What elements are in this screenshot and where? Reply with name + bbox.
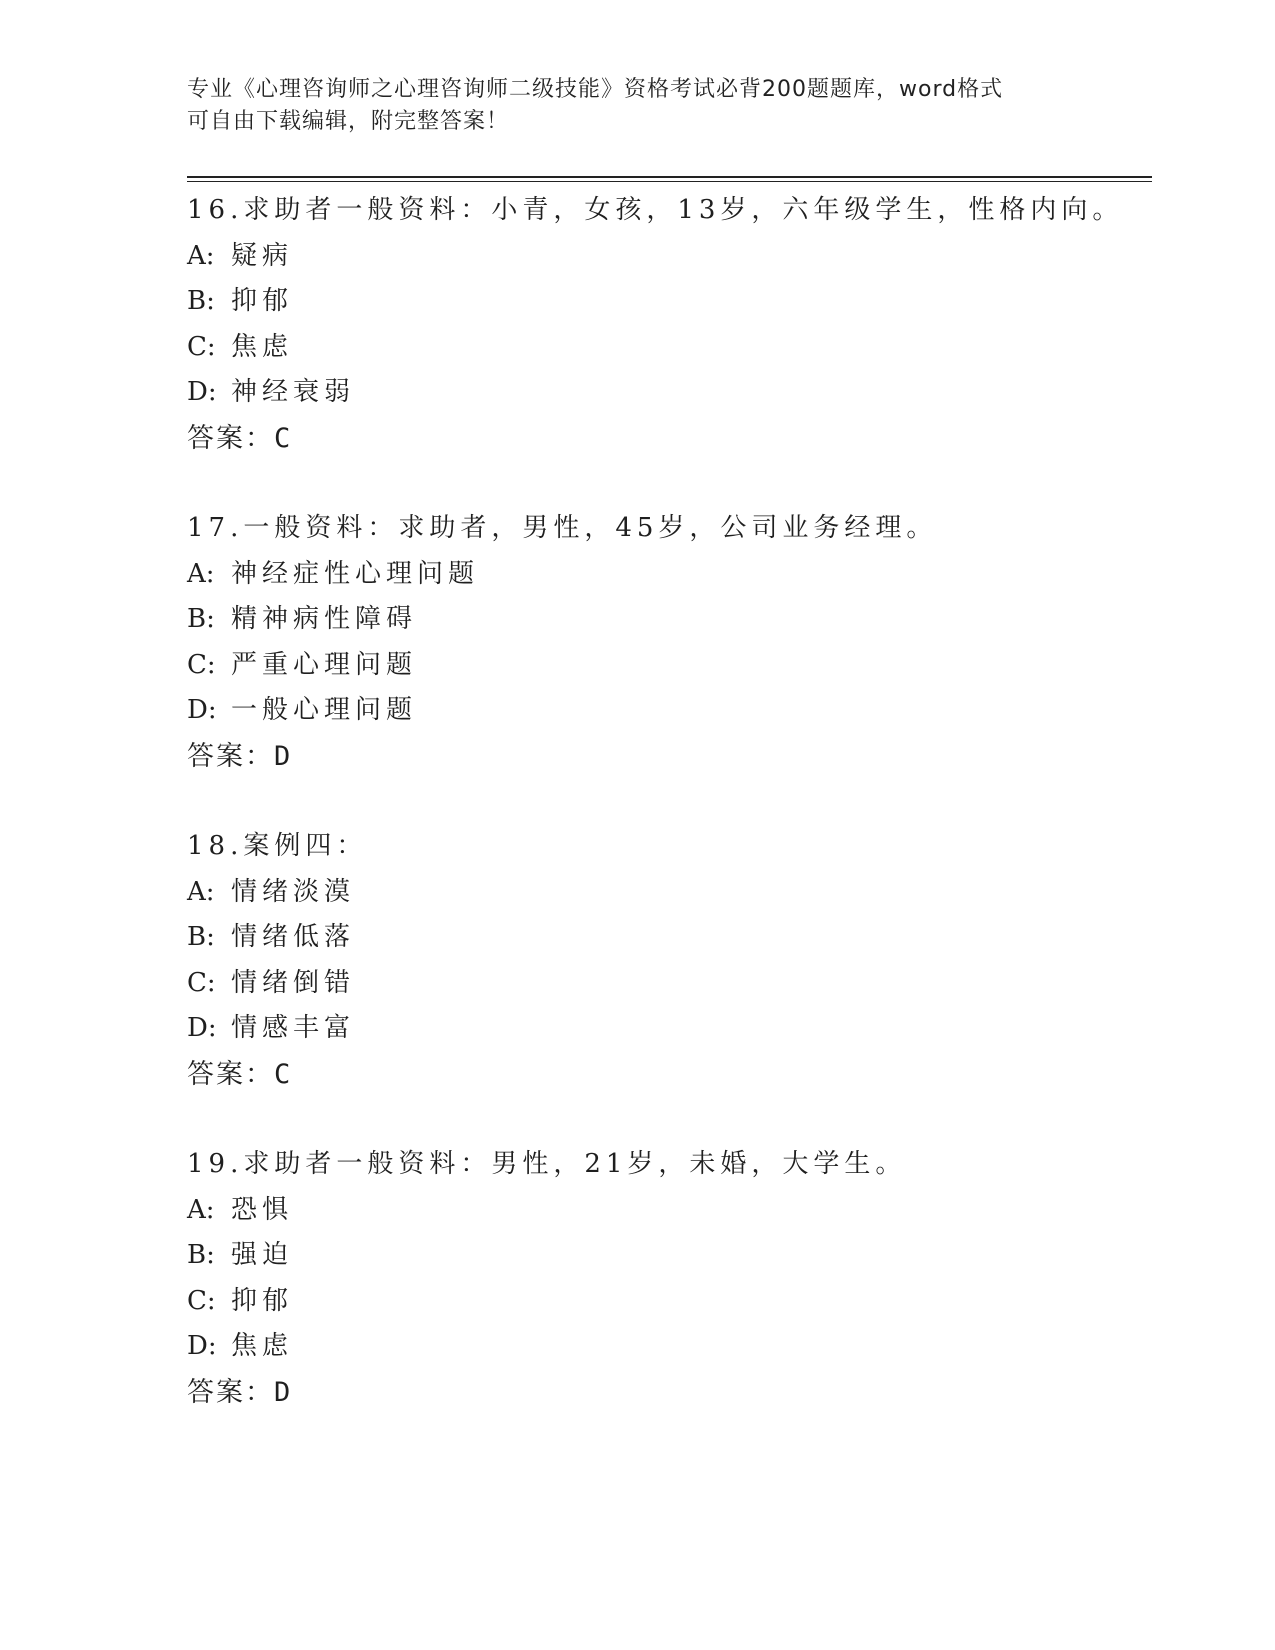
option-a bbox=[187, 552, 1147, 598]
option-key: C: bbox=[187, 967, 216, 998]
question-stem: 19.求助者一般资料：男性，21岁，未婚，大学生。 bbox=[187, 1149, 907, 1179]
option-key: B: bbox=[187, 922, 215, 952]
option-text: 情绪淡漠 bbox=[231, 876, 356, 907]
answer-line bbox=[187, 734, 1147, 780]
option-text: 抑郁 bbox=[231, 1285, 294, 1316]
option-d bbox=[187, 1006, 1147, 1052]
question-stem: 16.求助者一般资料：小青，女孩，13岁，六年级学生，性格内向。 bbox=[187, 195, 1124, 225]
option-d bbox=[187, 688, 1147, 734]
answer-label: 答案： bbox=[187, 740, 274, 772]
question-17 bbox=[187, 506, 1147, 824]
answer-value: D bbox=[274, 1376, 291, 1408]
option-text: 情绪低落 bbox=[231, 922, 356, 952]
question-list bbox=[187, 188, 1147, 1460]
question-16 bbox=[187, 188, 1147, 506]
option-text: 恐惧 bbox=[231, 1194, 294, 1225]
answer-value: D bbox=[274, 740, 291, 772]
option-key: B: bbox=[187, 1240, 215, 1270]
option-a bbox=[187, 870, 1147, 916]
option-a bbox=[187, 234, 1147, 280]
option-key: D: bbox=[187, 1013, 217, 1043]
question-18 bbox=[187, 824, 1147, 1142]
option-text: 神经衰弱 bbox=[231, 377, 356, 407]
answer-label: 答案： bbox=[187, 422, 274, 454]
option-c bbox=[187, 961, 1147, 1007]
header-divider-thin bbox=[187, 181, 1152, 182]
option-key: D: bbox=[187, 377, 217, 407]
header-divider-thick bbox=[187, 176, 1152, 178]
option-text: 焦虑 bbox=[231, 1331, 294, 1361]
question-stem: 18.案例四： bbox=[187, 831, 368, 861]
option-c bbox=[187, 325, 1147, 371]
option-key: B: bbox=[187, 286, 215, 316]
option-text: 疑病 bbox=[231, 240, 294, 271]
option-key: A: bbox=[187, 1194, 215, 1225]
option-text: 情感丰富 bbox=[231, 1013, 356, 1043]
option-d bbox=[187, 370, 1147, 416]
option-c bbox=[187, 643, 1147, 689]
answer-line bbox=[187, 416, 1147, 462]
option-key: A: bbox=[187, 558, 215, 589]
option-b bbox=[187, 279, 1147, 325]
option-text: 严重心理问题 bbox=[231, 649, 418, 680]
header-line-1: 专业《心理咨询师之心理咨询师二级技能》资格考试必背200题题库，word格式 bbox=[187, 77, 1004, 102]
option-key: D: bbox=[187, 695, 217, 725]
option-a bbox=[187, 1188, 1147, 1234]
option-b bbox=[187, 1233, 1147, 1279]
answer-value: C bbox=[274, 422, 291, 454]
header-line-2: 可自由下载编辑，附完整答案！ bbox=[187, 109, 510, 134]
answer-label: 答案： bbox=[187, 1376, 274, 1408]
option-key: C: bbox=[187, 331, 216, 362]
option-b bbox=[187, 597, 1147, 643]
question-stem: 17.一般资料：求助者，男性，45岁，公司业务经理。 bbox=[187, 513, 938, 543]
answer-value: C bbox=[274, 1058, 291, 1090]
option-key: B: bbox=[187, 604, 215, 634]
option-text: 神经症性心理问题 bbox=[231, 558, 480, 589]
option-key: C: bbox=[187, 1285, 216, 1316]
option-text: 焦虑 bbox=[231, 331, 294, 362]
answer-line bbox=[187, 1370, 1147, 1416]
option-text: 强迫 bbox=[231, 1240, 294, 1270]
answer-label: 答案： bbox=[187, 1058, 274, 1090]
option-key: A: bbox=[187, 876, 215, 907]
answer-line bbox=[187, 1052, 1147, 1098]
option-b bbox=[187, 915, 1147, 961]
option-key: C: bbox=[187, 649, 216, 680]
question-19 bbox=[187, 1142, 1147, 1460]
option-d bbox=[187, 1324, 1147, 1370]
option-text: 一般心理问题 bbox=[231, 695, 418, 725]
option-text: 抑郁 bbox=[231, 286, 294, 316]
option-text: 情绪倒错 bbox=[231, 967, 356, 998]
option-text: 精神病性障碍 bbox=[231, 604, 418, 634]
document-header bbox=[187, 74, 1067, 138]
option-c bbox=[187, 1279, 1147, 1325]
option-key: D: bbox=[187, 1331, 217, 1361]
option-key: A: bbox=[187, 240, 215, 271]
